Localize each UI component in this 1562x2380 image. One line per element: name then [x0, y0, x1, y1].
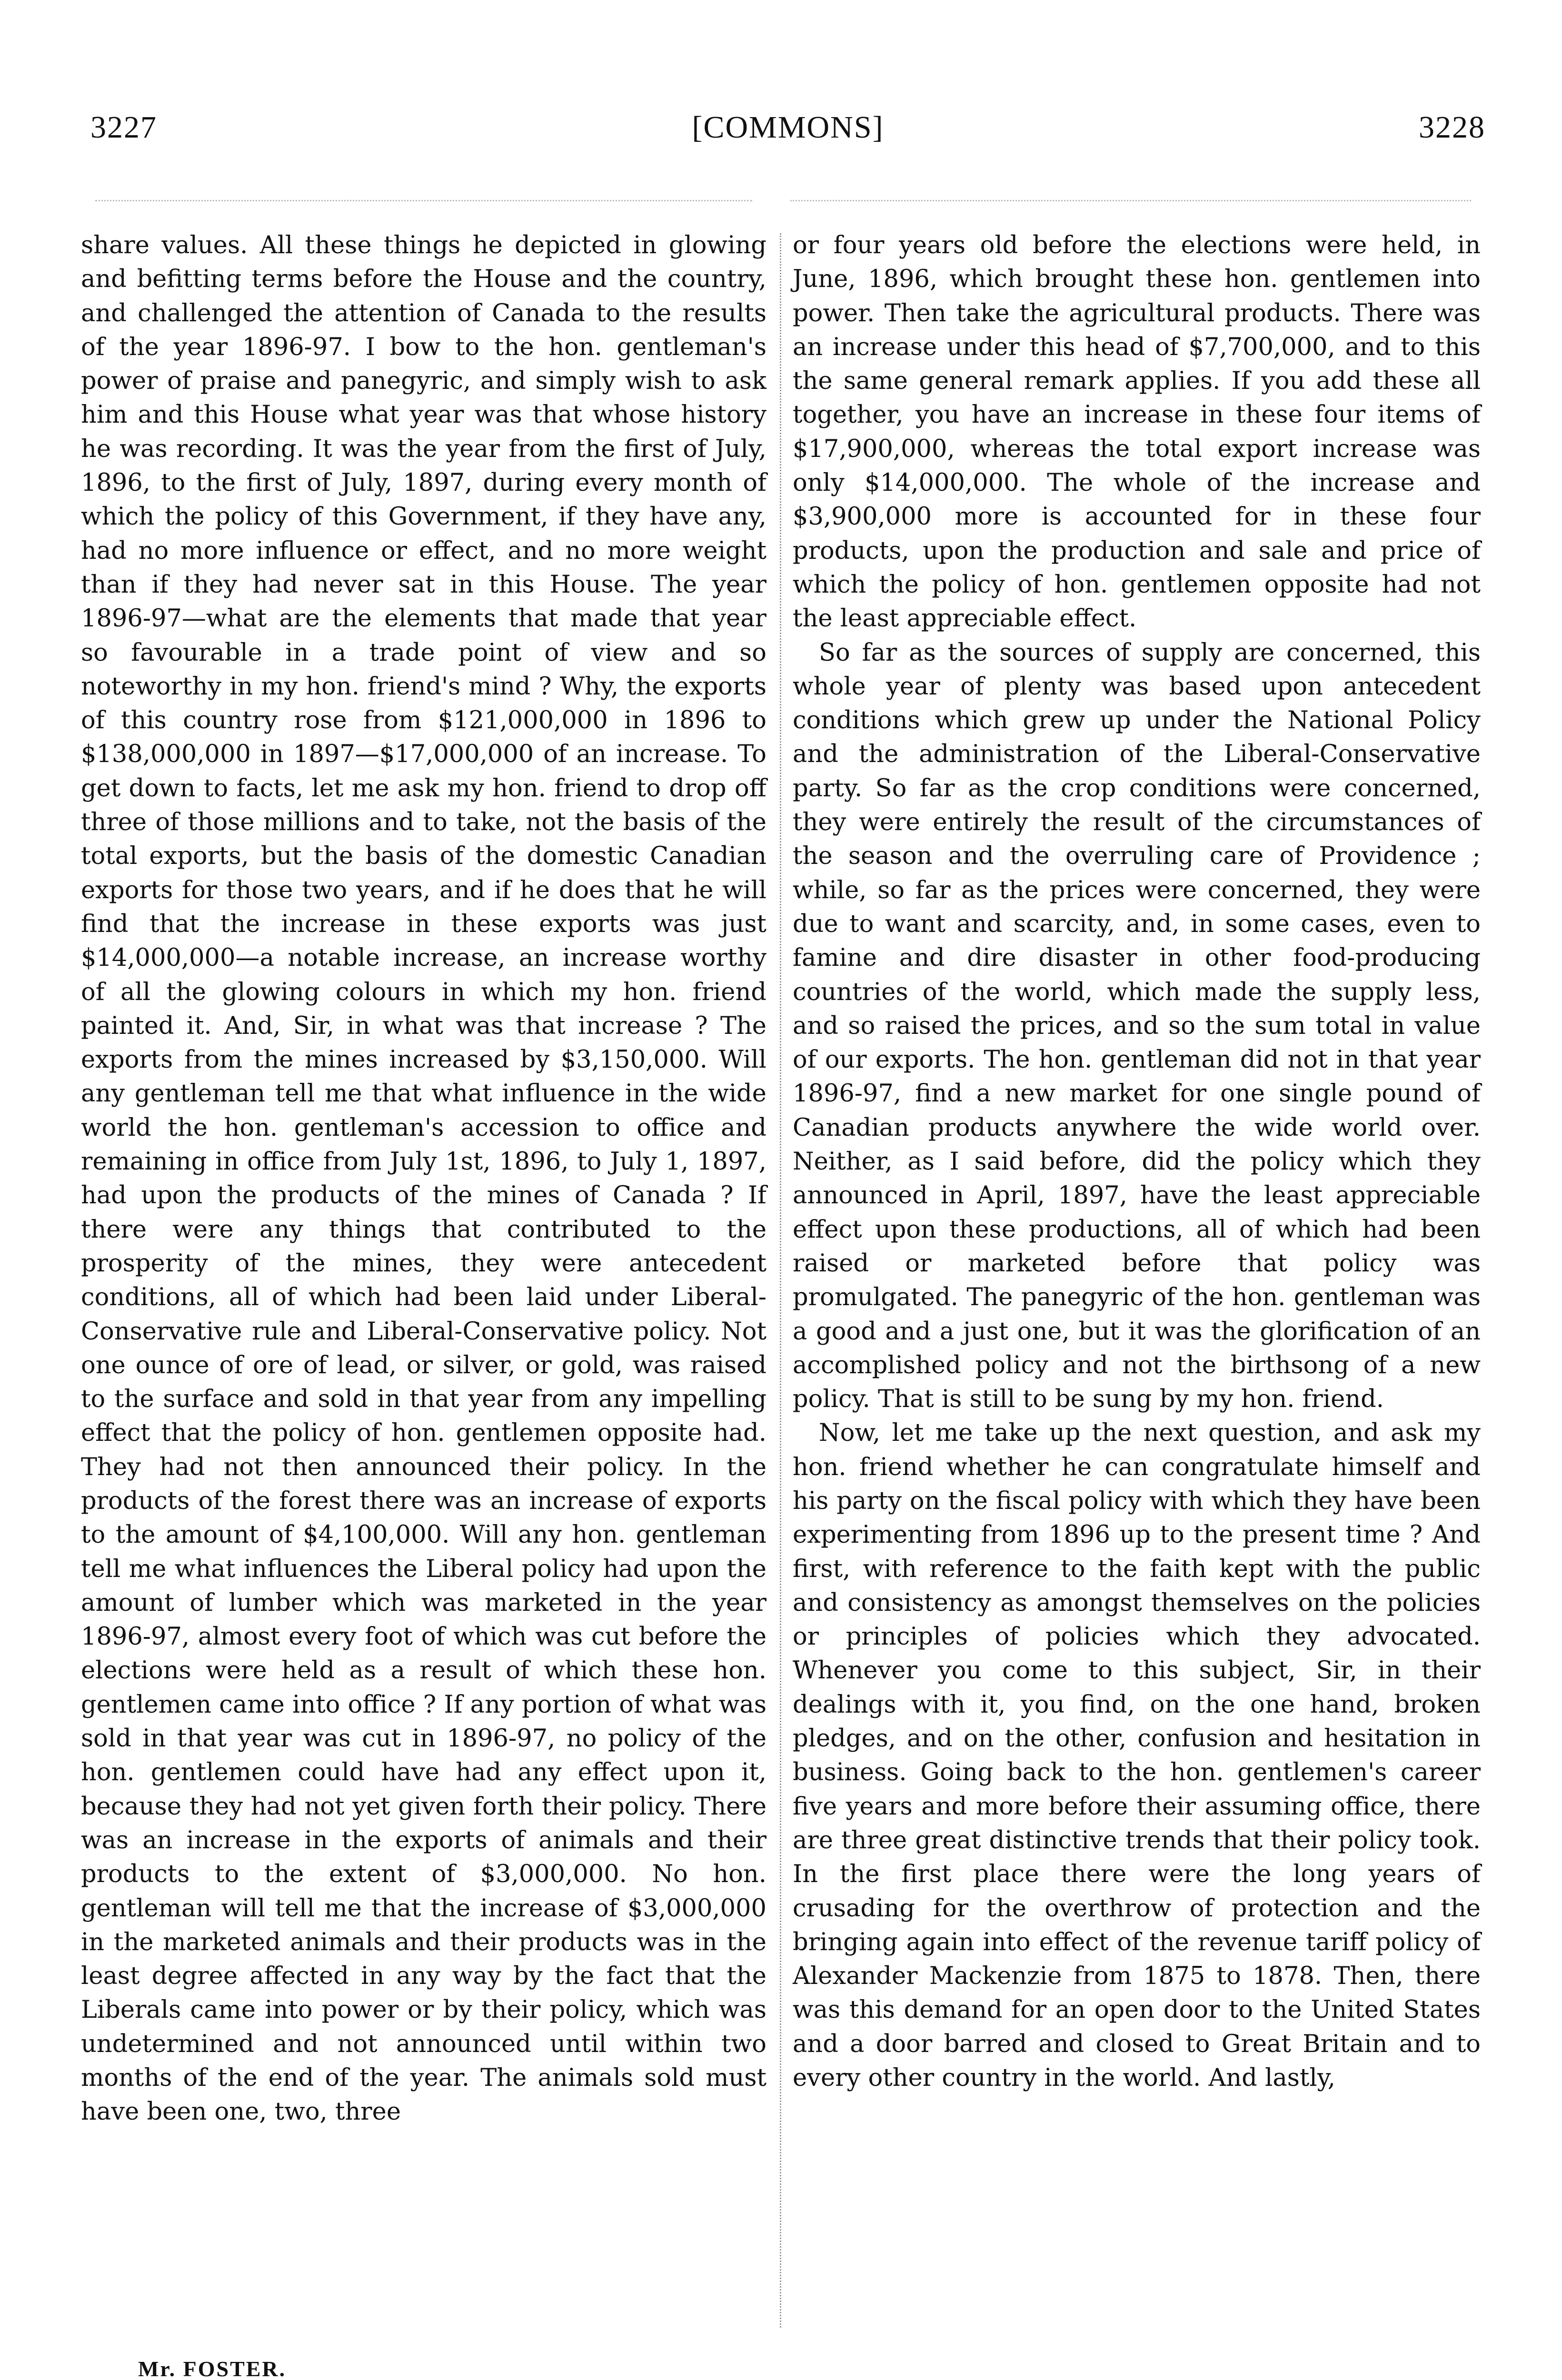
paragraph: share values. All these things he depicted in glowing and befitting terms before the House and the country, and challenged the attention of Canada to the results of the year 1896-97. I bow to the hon. gentleman's power of praise and panegyric, and simply wish to ask him and this House what year was that whose history he was recording. It was the year from the first of July, 1896, to the first of July, 1897, during every month of which the policy of this Government, if they have any, had no more influence or effect, and no more weight than if they had never sat in this House. The year 1896-97—what are the elements that made that year so favourable in a trade point of view and so noteworthy in my hon. friend's mind ? Why, the exports of this country rose from $121,000,000 in 1896 to $138,000,000 in 1897—$17,000,000 of an increase. To get down to facts, let me ask my hon. friend to drop off three of those millions and to take, not the basis of the total exports, but the basis of the domestic Canadian exports for those two years, and if he does that he will find that the increase in these exports was just $14,000,000—a notable increase, an increase worthy of all the glowing colours in which my hon. friend painted it. And, Sir, in what was that increase ? The exports from the mines increased by $3,150,000. Will any gentleman tell me that what influence in the wide world the hon. gentleman's accession to office and remaining in office from July 1st, 1896, to July 1, 1897, had upon the products of the mines of Canada ? If there were any things that contributed to the prosperity of the mines, they were antecedent conditions, all of which had been laid under Liberal-Conservative rule and Liberal-Conservative policy. Not one ounce of ore of lead, or silver, or gold, was raised to the surface and sold in that year from any impelling effect that the policy of hon. gentlemen opposite had. They had not then announced their policy. In the products of the forest there was an increase of exports to the amount of $4,100,000. Will any hon. gentleman tell me what influences the Liberal policy had upon the amount of lumber which was marketed in the year 1896-97, almost every foot of which was cut before the elections were held as a result of which these hon. gentlemen came into office ? If any portion of what was sold in that year was cut in 1896-97, no policy of the hon. gentlemen could have had any effect upon it, because they had not yet given forth their policy. There was an increase in the exports of animals and their products to the extent of $3,000,000. No hon. gentleman will tell me that the increase of $3,000,000 in the marketed animals and their products was in the least degree affected in any way by the fact that the Liberals came into power or by their policy, which was undetermined and not announced until within two months of the end of the year. The animals sold must have been one, two, three — [81, 231, 766, 2126]
speaker-footer: Mr. FOSTER. — [138, 2357, 287, 2380]
paragraph: or four years old before the elections were held, in June, 1896, which brought these hon. gentlemen into power. Then take the agricultural products. There was an increase under this head of $7,700,000, and to this the same general remark applies. If you add these all together, you have an increase in these four items of $17,900,000, whereas the total export increase was only $14,000,000. The whole of the increase and $3,900,000 more is accounted for in these four products, upon the production and sale and price of which the policy of hon. gentlemen opposite had not the least appreciable effect. — [793, 231, 1481, 633]
right-page-number: 3228 — [1419, 110, 1485, 145]
column-divider — [780, 233, 781, 2328]
right-text-column — [793, 228, 1481, 2380]
running-title: [COMMONS] — [692, 110, 884, 145]
paragraph: Now, let me take up the next question, and ask my hon. friend whether he can congratulate himself and his party on the fiscal policy with which they have been experimenting from 1896 up to the present time ? And first, with reference to the faith kept with the public and consistency as amongst themselves on the policies or principles of policies which they advocated. Whenever you come to this subject, Sir, in their dealings with it, you find, on the one hand, broken pledges, and on the other, confusion and hesitation in business. Going back to the hon. gentlemen's career five years and more before their assuming office, there are three great distinctive trends that their policy took. In the first place there were the long years of crusading for the overthrow of protection and the bringing again into effect of the revenue tariff policy of Alexander Mackenzie from 1875 to 1878. Then, there was this demand for an open door to the United States and a door barred and closed to Great Britain and to every other country in the world. And lastly, — [793, 1419, 1481, 2092]
header-rule-right — [790, 200, 1471, 201]
paragraph: So far as the sources of supply are concerned, this whole year of plenty was based upon antecedent conditions which grew up under the National Policy and the administration of the Liberal-Conservative party. So far as the crop conditions were concerned, they were entirely the result of the circumstances of the season and the overruling care of Providence ; while, so far as the prices were concerned, they were due to want and scarcity, and, in some cases, even to famine and dire disaster in other food-producing countries of the world, which made the supply less, and so raised the prices, and so the sum total in value of our exports. The hon. gentleman did not in that year 1896-97, find a new market for one single pound of Canadian products anywhere the wide world over. Neither, as I said before, did the policy which they announced in April, 1897, have the least appreciable effect upon these productions, all of which had been raised or marketed before that policy was promulgated. The panegyric of the hon. gentleman was a good and a just one, but it was the glorification of an accomplished policy and not the birthsong of a new policy. That is still to be sung by my hon. friend. — [793, 638, 1481, 1414]
left-page-number: 3227 — [90, 110, 157, 145]
left-text-column — [81, 228, 766, 2380]
header-rule-left — [95, 200, 752, 201]
page-header — [90, 109, 1485, 152]
